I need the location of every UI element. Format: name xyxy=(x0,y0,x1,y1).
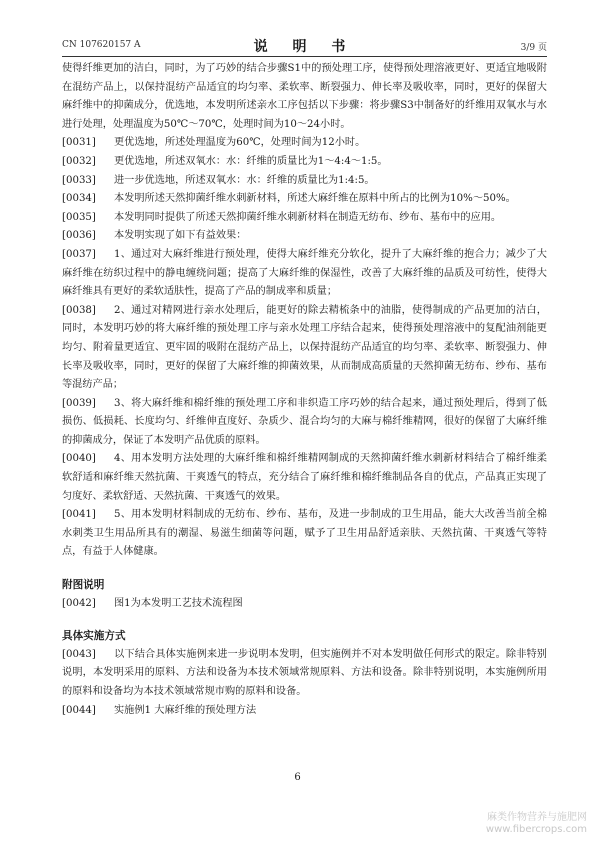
paragraph-number: [0041] xyxy=(62,509,96,521)
paragraph-number: [0037] xyxy=(62,248,96,260)
paragraph-text: 5、用本发明材料制成的无纺布、纱布、基布，及进一步制成的卫生用品，能大大改善当前全棉水刺类卫生用品所具有的潮湿、易滋生细菌等问题，赋予了卫生用品舒适亲肤、天然抗菌、干爽透气等特点，有益于人体健康。 xyxy=(62,509,547,558)
paragraph-text: 更优选地，所述双氧水：水：纤维的质量比为1～4:4～1:5。 xyxy=(114,155,388,167)
paragraph xyxy=(62,702,547,721)
paragraph-text: 本发明同时提供了所述天然抑菌纤维水刺新材料在制造无纺布、纱布、基布中的应用。 xyxy=(114,211,502,223)
paragraph xyxy=(62,227,547,246)
paragraph xyxy=(62,246,547,302)
header-divider xyxy=(62,56,547,57)
paragraph-number: [0044] xyxy=(62,704,96,716)
paragraph-text: 本发明实现了如下有益效果： xyxy=(114,230,247,242)
paragraph-number: [0040] xyxy=(62,453,96,465)
paragraph-number: [0033] xyxy=(62,174,96,186)
paragraph xyxy=(62,646,547,702)
paragraph-text: 1、通过对大麻纤维进行预处理，使得大麻纤维充分软化，提升了大麻纤维的抱合力；减少了大麻纤维在纺织过程中的静电缠绕问题；提高了大麻纤维的保湿性，改善了大麻纤维的品质及可纺性，使得大麻纤维具有更好的柔软适肤性，提高了产品的制成率和质量； xyxy=(62,248,547,298)
paragraph-number: [0042] xyxy=(62,597,96,609)
paragraph-continued: 使得纤维更加的洁白，同时，为了巧妙的结合步骤S1中的预处理工序，使得预处理溶液更好、更适宜地吸附在混纺产品上，以保持混纺产品适宜的均匀率、柔软率、断裂强力、伸长率及吸收率，同时，更好的保留大麻纤维中的抑菌成分，优选地，本发明所述亲水工序包括以下步骤：将步骤S3中制备好的纤维用双氧水与水进行处理，处理温度为50℃～70℃，处理时间为10～24小时。 xyxy=(62,63,547,130)
document-title: 说 明 书 xyxy=(253,39,356,55)
paragraph-text: 3、将大麻纤维和棉纤维的预处理工序和非织造工序巧妙的结合起来，通过预处理后，得到了低损伤、低损耗、长度均匀、纤维伸直度好、杂质少、混合均匀的大麻与棉纤维精网，很好的保留了大麻纤维的抑菌成分，保证了本发明产品优质的原料。 xyxy=(62,397,547,446)
paragraph xyxy=(62,450,547,506)
paragraph-text: 4、用本发明方法处理的大麻纤维和棉纤维精网制成的天然抑菌纤维水刺新材料结合了棉纤维柔软舒适和麻纤维天然抗菌、干爽透气的特点，充分结合了麻纤维和棉纤维制品各自的优点，产品真正实现了匀度好、柔软舒适、天然抗菌、干爽透气的效果。 xyxy=(62,453,547,502)
page-number: 6 xyxy=(294,772,301,783)
paragraph-number: [0032] xyxy=(62,155,96,167)
paragraph xyxy=(62,134,547,153)
page-count: 3/9 页 xyxy=(520,43,547,53)
paragraph-text: 图1为本发明工艺技术流程图 xyxy=(114,597,243,609)
section-heading-embodiments: 具体实施方式 xyxy=(62,630,126,643)
section-heading-figures: 附图说明 xyxy=(62,579,105,592)
paragraph-text: 2、通过对精网进行亲水处理后，能更好的除去精梳条中的油脂，使得制成的产品更加的洁白，同时，本发明巧妙的将大麻纤维的预处理工序与亲水处理工序结合起来，使得预处理溶液中的复配油剂能更均匀、附着量更适宜、更牢固的吸附在混纺产品上，以保持混纺产品适宜的均匀率、柔软率、断裂强力、伸长率及吸收率，同时，更好的保留了大麻纤维的抑菌效果，从而制成高质量的天然抑菌无纺布、纱布、基布等混纺产品； xyxy=(62,304,547,391)
page-header xyxy=(62,36,547,54)
document-body xyxy=(62,60,547,720)
paragraph-number: [0034] xyxy=(62,193,96,205)
paragraph-number: [0043] xyxy=(62,648,96,660)
paragraph xyxy=(62,209,547,228)
watermark-url: www.fibercrops.com xyxy=(485,824,587,835)
paragraph xyxy=(62,302,547,395)
paragraph-number: [0038] xyxy=(62,304,96,316)
paragraph-text: 实施例1 大麻纤维的预处理方法 xyxy=(114,704,257,716)
paragraph-number: [0031] xyxy=(62,137,96,149)
watermark xyxy=(486,812,587,836)
paragraph-text: 进一步优选地，所述双氧水：水：纤维的质量比为1:4:5。 xyxy=(114,174,375,186)
paragraph xyxy=(62,595,547,614)
paragraph-number: [0035] xyxy=(62,211,96,223)
watermark-site-name: 麻类作物营养与施肥网 xyxy=(487,812,587,823)
paragraph xyxy=(62,153,547,172)
paragraph-number: [0039] xyxy=(62,397,96,409)
paragraph-text: 以下结合具体实施例来进一步说明本发明，但实施例并不对本发明做任何形式的限定。除非特别说明，本发明采用的原料、方法和设备为本技术领域常规原料、方法和设备。除非特别说明，本实施例所用的原料和设备均为本技术领域常规市购的原料和设备。 xyxy=(62,648,547,697)
paragraph-text: 更优选地，所述处理温度为60℃，处理时间为12小时。 xyxy=(114,137,366,149)
paragraph xyxy=(62,395,547,451)
paragraph xyxy=(62,190,547,209)
paragraph-text: 本发明所述天然抑菌纤维水刺新材料，所述大麻纤维在原料中所占的比例为10%～50%。 xyxy=(114,193,516,205)
paragraph-number: [0036] xyxy=(62,230,96,242)
paragraph xyxy=(62,172,547,191)
patent-number: CN 107620157 A xyxy=(62,40,141,50)
paragraph xyxy=(62,506,547,562)
